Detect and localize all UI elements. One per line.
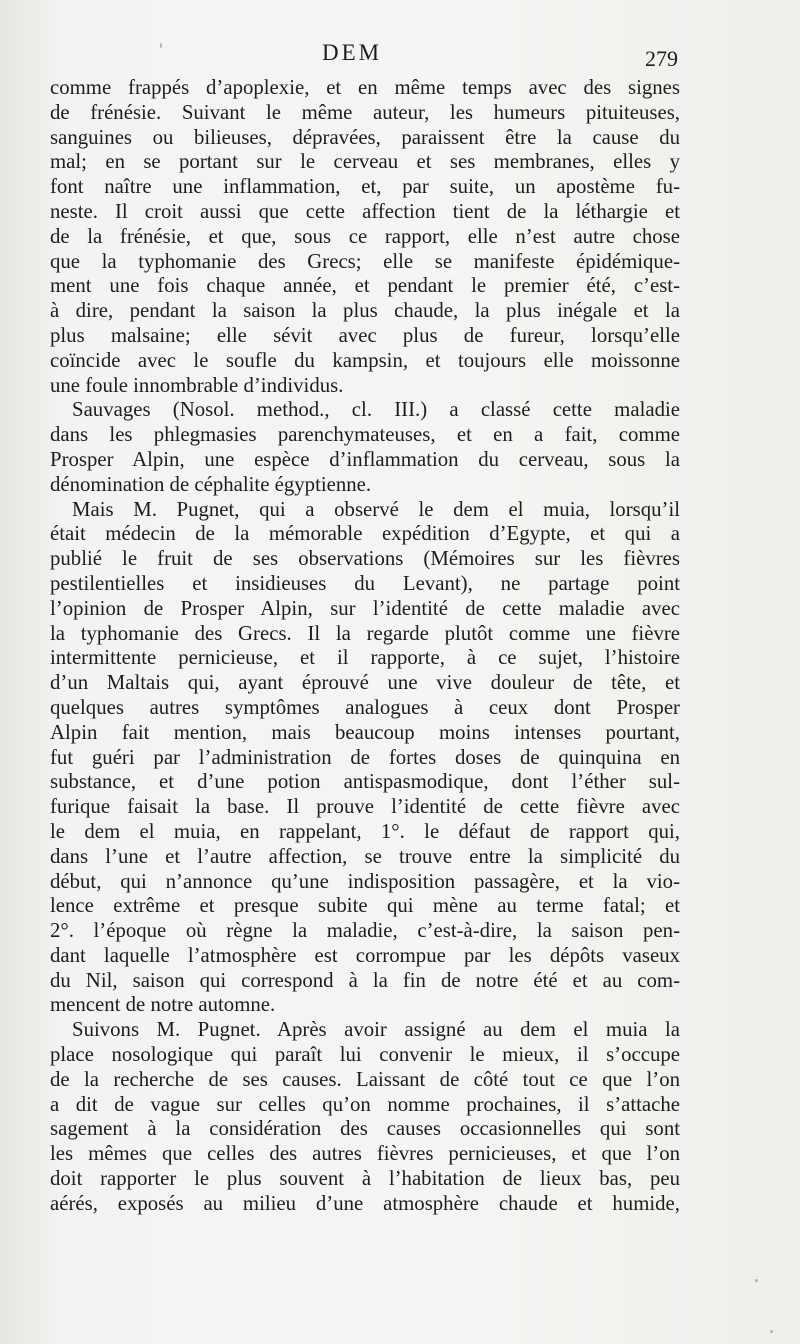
text-line: de la frénésie, et que, sous ce rapport, elle n’est autre chose <box>50 224 680 248</box>
text-line: aérés, exposés au milieu d’une atmosphère chaude et humide, <box>50 1191 680 1215</box>
text-line: de la recherche de ses causes. Laissant de côté tout ce que l’on <box>50 1067 680 1091</box>
body-text <box>50 76 680 1217</box>
paper-speck <box>160 43 162 48</box>
text-line: la typhomanie des Grecs. Il la regarde plutôt comme une fièvre <box>50 621 680 645</box>
text-line: début, qui n’annonce qu’une indisposition passagère, et la vio- <box>50 869 680 893</box>
text-line: du Nil, saison qui correspond à la fin de notre été et au com- <box>50 968 680 992</box>
paragraph-end-line: une foule innombrable d’individus. <box>50 373 344 397</box>
text-line: fut guéri par l’administration de fortes doses de quinquina en <box>50 745 680 769</box>
text-line: lence extrême et presque subite qui mène au terme fatal; et <box>50 894 680 918</box>
text-line: de frénésie. Suivant le même auteur, les humeurs pituiteuses, <box>50 100 680 124</box>
paper-speck <box>770 1330 773 1333</box>
text-line: les mêmes que celles des autres fièvres pernicieuses, et que l’on <box>50 1142 680 1166</box>
text-line: à dire, pendant la saison la plus chaude, la plus inégale et la <box>50 299 680 323</box>
paper-speck <box>755 1279 758 1282</box>
text-line: quelques autres symptômes analogues à ceux dont Prosper <box>50 695 680 719</box>
text-line: sanguines ou bilieuses, dépravées, paraissent être la cause du <box>50 125 680 149</box>
paragraph-start-line: Suivons M. Pugnet. Après avoir assigné au dem el muia la <box>72 1018 680 1042</box>
text-line: 2°. l’époque où règne la maladie, c’est-à-dire, la saison pen- <box>50 919 680 943</box>
text-line: coïncide avec le soufle du kampsin, et toujours elle moissonne <box>50 348 680 372</box>
text-line: neste. Il croit aussi que cette affection tient de la léthargie et <box>50 199 680 223</box>
text-line: Prosper Alpin, une espèce d’inflammation du cerveau, sous la <box>50 447 680 471</box>
text-line: que la typhomanie des Grecs; elle se manifeste épidémique- <box>50 249 680 273</box>
text-line: comme frappés d’apoplexie, et en même temps avec des signes <box>50 76 680 99</box>
paragraph-end-line: dénomination de céphalite égyptienne. <box>50 472 372 496</box>
text-line: font naître une inflammation, et, par suite, un apostème fu- <box>50 175 680 199</box>
text-line: l’opinion de Prosper Alpin, sur l’identité de cette maladie avec <box>50 596 680 620</box>
paragraph-start-line: Mais M. Pugnet, qui a observé le dem el muia, lorsqu’il <box>72 497 680 521</box>
text-line: place nosologique qui paraît lui convenir le mieux, il s’occupe <box>50 1043 680 1067</box>
text-line: plus malsaine; elle sévit avec plus de fureur, lorsqu’elle <box>50 323 680 347</box>
text-line: publié le fruit de ses observations (Mémoires sur les fièvres <box>50 547 680 571</box>
text-line: ment une fois chaque année, et pendant le premier été, c’est- <box>50 274 680 298</box>
paragraph-end-line: mencent de notre automne. <box>50 993 276 1017</box>
text-line: doit rapporter le plus souvent à l’habitation de lieux bas, peu <box>50 1167 680 1191</box>
text-line: le dem el muia, en rappelant, 1°. le défaut de rapport qui, <box>50 819 680 843</box>
page-header <box>0 40 800 74</box>
text-line: a dit de vague sur celles qu’on nomme prochaines, il s’attache <box>50 1092 680 1116</box>
text-line: dans les phlegmasies parenchymateuses, et en a fait, comme <box>50 423 680 447</box>
text-line: pestilentielles et insidieuses du Levant), ne partage point <box>50 571 680 595</box>
text-line: d’un Maltais qui, ayant éprouvé une vive douleur de tête, et <box>50 671 680 695</box>
text-line: furique faisait la base. Il prouve l’identité de cette fièvre avec <box>50 795 680 819</box>
text-line: dant laquelle l’atmosphère est corrompue par les dépôts vaseux <box>50 943 680 967</box>
text-line: mal; en se portant sur le cerveau et ses membranes, elles y <box>50 150 680 174</box>
text-line: était médecin de la mémorable expédition d’Egypte, et qui a <box>50 522 680 546</box>
text-line: Alpin fait mention, mais beaucoup moins intenses pourtant, <box>50 720 680 744</box>
text-line: sagement à la considération des causes occasionnelles qui sont <box>50 1117 680 1141</box>
running-title: DEM <box>322 40 383 65</box>
paragraph-start-line: Sauvages (Nosol. method., cl. III.) a classé cette maladie <box>72 398 680 422</box>
text-line: intermittente pernicieuse, et il rapporte, à ce sujet, l’histoire <box>50 646 680 670</box>
text-line: substance, et d’une potion antispasmodique, dont l’éther sul- <box>50 770 680 794</box>
page-number: 279 <box>645 46 678 71</box>
text-line: dans l’une et l’autre affection, se trouve entre la simplicité du <box>50 844 680 868</box>
